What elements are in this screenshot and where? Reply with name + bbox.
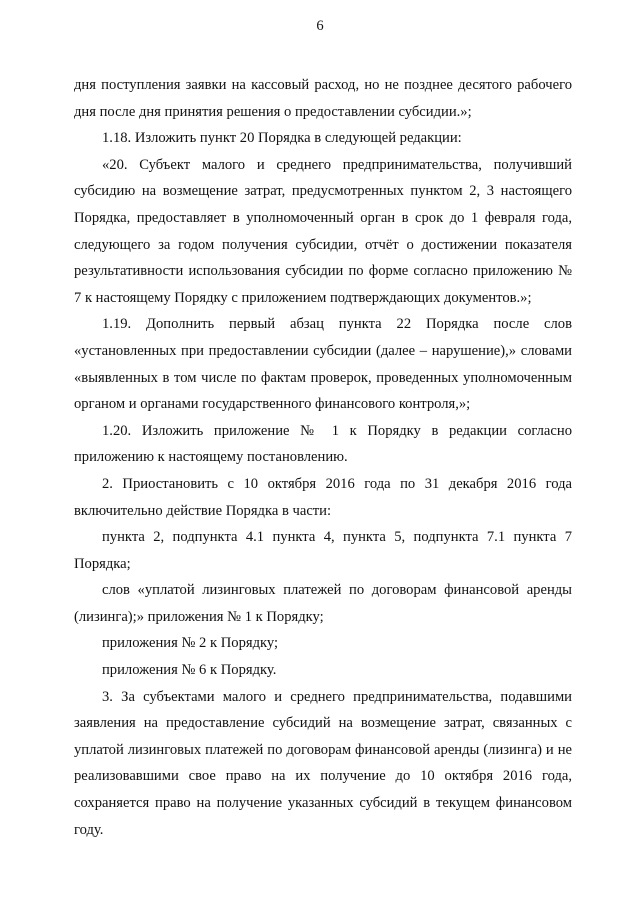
paragraph-3: 3. За субъектами малого и среднего предпринимательства, подавшими заявления на предоставление субсидий на возмещение затрат, связанных с уплатой лизинговых платежей по договорам финансовой аренды (лизинга) и не реализовавшими свое право на их получение до 10 октября 2016 года, сохраняется право на получение указанных субсидий в текущем финансовом году. [74,688,572,838]
paragraph-2-item-3: приложения № 2 к Порядку; [102,635,279,652]
paragraph-continuation: дня поступления заявки на кассовый расход, но не позднее десятого рабочего дня после дня принятия решения о предоставлении субсидии.»; [74,77,572,120]
paragraph-1-20: 1.20. Изложить приложение № 1 к Порядку в редакции согласно приложению к настоящему постановлению. [74,422,572,466]
document-body [74,72,572,843]
paragraph-1-19: 1.19. Дополнить первый абзац пункта 22 Порядка после слов «установленных при предоставлении субсидии (далее – нарушение),» словами «выявленных в том числе по фактам проверок, проведенных уполномоченным органом и органами государственного финансового контроля,»; [74,316,572,413]
paragraph-2-item-4: приложения № 6 к Порядку. [102,662,277,679]
paragraph-2: 2. Приостановить с 10 октября 2016 года по 31 декабря 2016 года включительно действие Порядка в части: [74,475,572,519]
paragraph-1-18: 1.18. Изложить пункт 20 Порядка в следующей редакции: [102,130,462,147]
paragraph-quote-20: «20. Субъект малого и среднего предпринимательства, получивший субсидию на возмещение затрат, предусмотренных пунктом 2, 3 настоящего Порядка, предоставляет в уполномоченный орган в срок до 1 февраля года, следующего за годом получения субсидии, отчёт о достижении показателя результативности использования субсидии по форме согласно приложению № 7 к настоящему Порядку с приложением подтверждающих документов.»; [74,156,572,306]
page-number: 6 [316,18,324,34]
paragraph-2-item-2: слов «уплатой лизинговых платежей по договорам финансовой аренды (лизинга);» приложения № 1 к Порядку; [74,582,572,625]
paragraph-2-item-1: пункта 2, подпункта 4.1 пункта 4, пункта 5, подпункта 7.1 пункта 7 Порядка; [74,529,572,572]
